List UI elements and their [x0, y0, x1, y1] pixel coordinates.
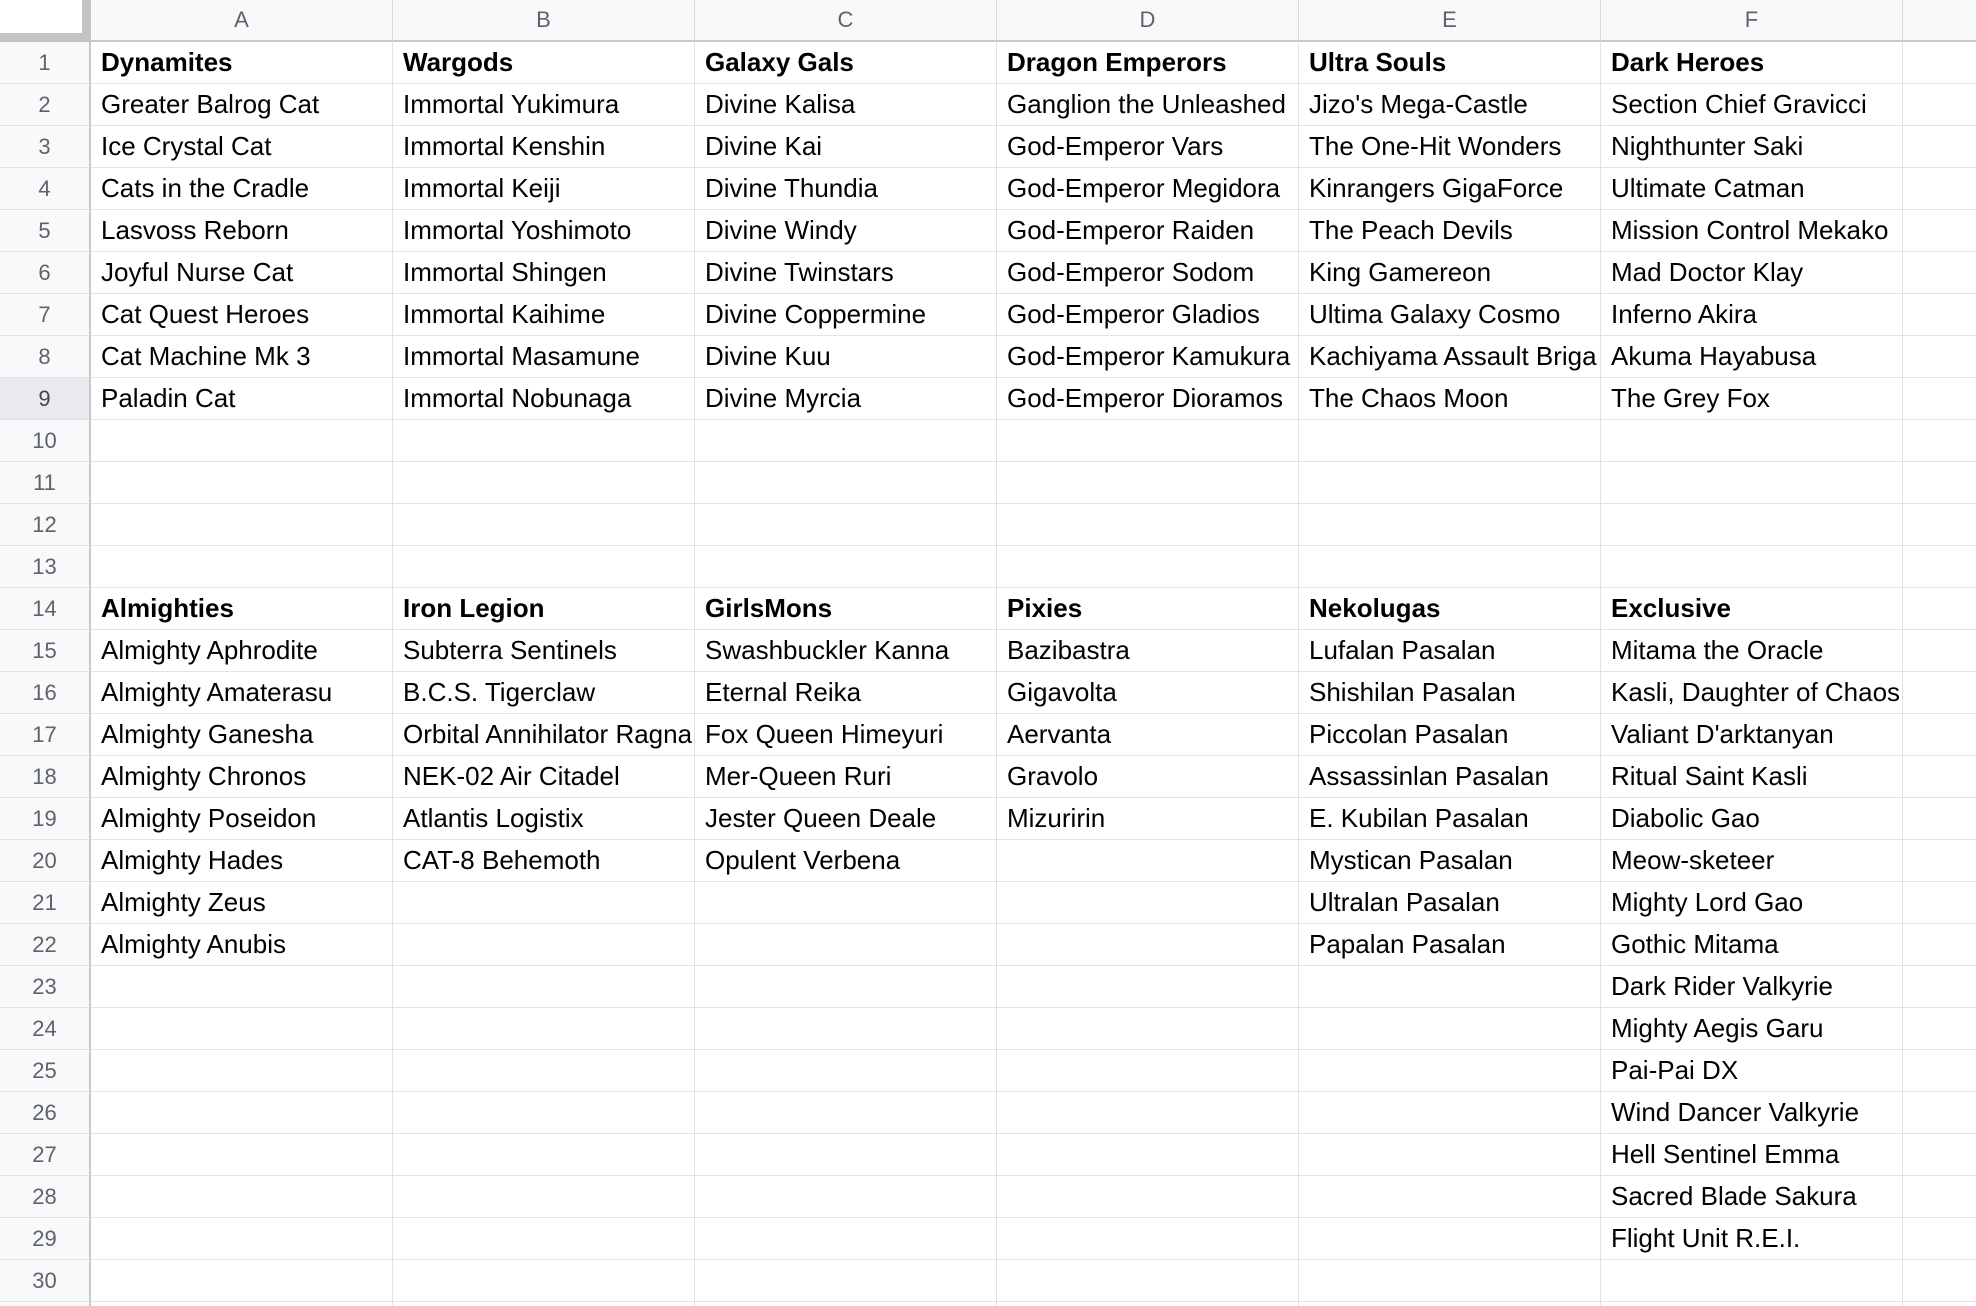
cell-B4[interactable]: Immortal Keiji [393, 168, 695, 209]
cell-C17[interactable]: Fox Queen Himeyuri [695, 714, 997, 755]
cell-C19[interactable]: Jester Queen Deale [695, 798, 997, 839]
row-header-10[interactable]: 10 [0, 420, 91, 462]
cell-E2[interactable]: Jizo's Mega-Castle [1299, 84, 1601, 125]
table-row-3 [91, 126, 1976, 168]
cell-A17[interactable]: Almighty Ganesha [91, 714, 393, 755]
cell-F25[interactable]: Pai-Pai DX [1601, 1050, 1903, 1091]
cell-E5[interactable]: The Peach Devils [1299, 210, 1601, 251]
cell-A20[interactable]: Almighty Hades [91, 840, 393, 881]
cell-A13[interactable] [91, 546, 393, 587]
row-header-8[interactable]: 8 [0, 336, 91, 378]
cell-D14[interactable]: Pixies [997, 588, 1299, 629]
cell-D31[interactable] [997, 1302, 1299, 1306]
cell-F16[interactable]: Kasli, Daughter of Chaos [1601, 672, 1903, 713]
cell-F31[interactable] [1601, 1302, 1903, 1306]
cell-F1[interactable]: Dark Heroes [1601, 42, 1903, 83]
row-header-7[interactable]: 7 [0, 294, 91, 336]
column-header-E[interactable]: E [1299, 0, 1601, 42]
cell-A1[interactable]: Dynamites [91, 42, 393, 83]
cell-G17[interactable] [1903, 714, 1976, 755]
cell-F6[interactable]: Mad Doctor Klay [1601, 252, 1903, 293]
row-header-28[interactable]: 28 [0, 1176, 91, 1218]
row-header-27[interactable]: 27 [0, 1134, 91, 1176]
cell-B17[interactable]: Orbital Annihilator Ragna [393, 714, 695, 755]
cell-E29[interactable] [1299, 1218, 1601, 1259]
cell-B7[interactable]: Immortal Kaihime [393, 294, 695, 335]
cell-A14[interactable]: Almighties [91, 588, 393, 629]
table-row-7 [91, 294, 1976, 336]
cell-E25[interactable] [1299, 1050, 1601, 1091]
cell-B29[interactable] [393, 1218, 695, 1259]
cell-G25[interactable] [1903, 1050, 1976, 1091]
cell-D3[interactable]: God-Emperor Vars [997, 126, 1299, 167]
cell-A19[interactable]: Almighty Poseidon [91, 798, 393, 839]
table-row-14 [91, 588, 1976, 630]
cell-C4[interactable]: Divine Thundia [695, 168, 997, 209]
cell-A11[interactable] [91, 462, 393, 503]
cell-D1[interactable]: Dragon Emperors [997, 42, 1299, 83]
cell-A29[interactable] [91, 1218, 393, 1259]
row-header-26[interactable]: 26 [0, 1092, 91, 1134]
cell-A8[interactable]: Cat Machine Mk 3 [91, 336, 393, 377]
cell-D4[interactable]: God-Emperor Megidora [997, 168, 1299, 209]
cell-G12[interactable] [1903, 504, 1976, 545]
cell-B3[interactable]: Immortal Kenshin [393, 126, 695, 167]
cell-B24[interactable] [393, 1008, 695, 1049]
cell-D29[interactable] [997, 1218, 1299, 1259]
cell-E20[interactable]: Mystican Pasalan [1299, 840, 1601, 881]
cell-E22[interactable]: Papalan Pasalan [1299, 924, 1601, 965]
column-header-B[interactable]: B [393, 0, 695, 42]
table-row-25 [91, 1050, 1976, 1092]
cell-F8[interactable]: Akuma Hayabusa [1601, 336, 1903, 377]
cell-F17[interactable]: Valiant D'arktanyan [1601, 714, 1903, 755]
table-row-13 [91, 546, 1976, 588]
cell-D22[interactable] [997, 924, 1299, 965]
cell-F10[interactable] [1601, 420, 1903, 461]
cell-C12[interactable] [695, 504, 997, 545]
table-row-26 [91, 1092, 1976, 1134]
cell-A21[interactable]: Almighty Zeus [91, 882, 393, 923]
cell-A26[interactable] [91, 1092, 393, 1133]
row-header-21[interactable]: 21 [0, 882, 91, 924]
cell-B2[interactable]: Immortal Yukimura [393, 84, 695, 125]
cell-C31[interactable] [695, 1302, 997, 1306]
cell-E13[interactable] [1299, 546, 1601, 587]
cell-D15[interactable]: Bazibastra [997, 630, 1299, 671]
cell-A2[interactable]: Greater Balrog Cat [91, 84, 393, 125]
cell-E1[interactable]: Ultra Souls [1299, 42, 1601, 83]
cell-F27[interactable]: Hell Sentinel Emma [1601, 1134, 1903, 1175]
cell-E6[interactable]: King Gamereon [1299, 252, 1601, 293]
row-header-11[interactable]: 11 [0, 462, 91, 504]
cell-A7[interactable]: Cat Quest Heroes [91, 294, 393, 335]
row-header-5[interactable]: 5 [0, 210, 91, 252]
cell-D27[interactable] [997, 1134, 1299, 1175]
row-header-13[interactable]: 13 [0, 546, 91, 588]
cell-B18[interactable]: NEK-02 Air Citadel [393, 756, 695, 797]
row-header-6[interactable]: 6 [0, 252, 91, 294]
cell-D19[interactable]: Mizuririn [997, 798, 1299, 839]
cell-A18[interactable]: Almighty Chronos [91, 756, 393, 797]
row-header-16[interactable]: 16 [0, 672, 91, 714]
row-header-24[interactable]: 24 [0, 1008, 91, 1050]
cell-D21[interactable] [997, 882, 1299, 923]
cell-E11[interactable] [1299, 462, 1601, 503]
cell-C10[interactable] [695, 420, 997, 461]
cell-D26[interactable] [997, 1092, 1299, 1133]
cell-F9[interactable]: The Grey Fox [1601, 378, 1903, 419]
cell-E17[interactable]: Piccolan Pasalan [1299, 714, 1601, 755]
cell-C30[interactable] [695, 1260, 997, 1301]
row-header-20[interactable]: 20 [0, 840, 91, 882]
cell-E27[interactable] [1299, 1134, 1601, 1175]
table-row-16 [91, 672, 1976, 714]
cell-E21[interactable]: Ultralan Pasalan [1299, 882, 1601, 923]
cell-C15[interactable]: Swashbuckler Kanna [695, 630, 997, 671]
cell-B10[interactable] [393, 420, 695, 461]
cell-F3[interactable]: Nighthunter Saki [1601, 126, 1903, 167]
cell-G23[interactable] [1903, 966, 1976, 1007]
cell-A16[interactable]: Almighty Amaterasu [91, 672, 393, 713]
cell-B16[interactable]: B.C.S. Tigerclaw [393, 672, 695, 713]
cell-B27[interactable] [393, 1134, 695, 1175]
cell-G1[interactable] [1903, 42, 1976, 83]
cell-E19[interactable]: E. Kubilan Pasalan [1299, 798, 1601, 839]
cell-C22[interactable] [695, 924, 997, 965]
cell-F13[interactable] [1601, 546, 1903, 587]
cell-C18[interactable]: Mer-Queen Ruri [695, 756, 997, 797]
table-row-4 [91, 168, 1976, 210]
cell-B26[interactable] [393, 1092, 695, 1133]
cell-A9[interactable]: Paladin Cat [91, 378, 393, 419]
cell-G26[interactable] [1903, 1092, 1976, 1133]
cell-B28[interactable] [393, 1176, 695, 1217]
cell-A6[interactable]: Joyful Nurse Cat [91, 252, 393, 293]
cell-E16[interactable]: Shishilan Pasalan [1299, 672, 1601, 713]
cell-E3[interactable]: The One-Hit Wonders [1299, 126, 1601, 167]
cell-D2[interactable]: Ganglion the Unleashed [997, 84, 1299, 125]
cell-C21[interactable] [695, 882, 997, 923]
cell-A28[interactable] [91, 1176, 393, 1217]
cell-A23[interactable] [91, 966, 393, 1007]
cell-A10[interactable] [91, 420, 393, 461]
cell-G30[interactable] [1903, 1260, 1976, 1301]
cell-A24[interactable] [91, 1008, 393, 1049]
cell-F15[interactable]: Mitama the Oracle [1601, 630, 1903, 671]
row-header-14[interactable]: 14 [0, 588, 91, 630]
cell-C6[interactable]: Divine Twinstars [695, 252, 997, 293]
row-header-1[interactable]: 1 [0, 42, 91, 84]
cell-G18[interactable] [1903, 756, 1976, 797]
cell-E31[interactable] [1299, 1302, 1601, 1306]
cell-D23[interactable] [997, 966, 1299, 1007]
cell-C5[interactable]: Divine Windy [695, 210, 997, 251]
table-row-12 [91, 504, 1976, 546]
cell-G13[interactable] [1903, 546, 1976, 587]
row-header-22[interactable]: 22 [0, 924, 91, 966]
cell-F28[interactable]: Sacred Blade Sakura [1601, 1176, 1903, 1217]
cell-G19[interactable] [1903, 798, 1976, 839]
table-row-6 [91, 252, 1976, 294]
cell-E14[interactable]: Nekolugas [1299, 588, 1601, 629]
cell-F30[interactable] [1601, 1260, 1903, 1301]
cell-B12[interactable] [393, 504, 695, 545]
cell-F7[interactable]: Inferno Akira [1601, 294, 1903, 335]
cell-C23[interactable] [695, 966, 997, 1007]
cell-E28[interactable] [1299, 1176, 1601, 1217]
cell-E30[interactable] [1299, 1260, 1601, 1301]
cell-D5[interactable]: God-Emperor Raiden [997, 210, 1299, 251]
cell-B5[interactable]: Immortal Yoshimoto [393, 210, 695, 251]
cell-B1[interactable]: Wargods [393, 42, 695, 83]
row-header-19[interactable]: 19 [0, 798, 91, 840]
column-header-A[interactable]: A [91, 0, 393, 42]
cell-D18[interactable]: Gravolo [997, 756, 1299, 797]
table-row-15 [91, 630, 1976, 672]
cell-E15[interactable]: Lufalan Pasalan [1299, 630, 1601, 671]
table-row-9 [91, 378, 1976, 420]
table-row-28 [91, 1176, 1976, 1218]
cell-G15[interactable] [1903, 630, 1976, 671]
cell-E12[interactable] [1299, 504, 1601, 545]
cell-B19[interactable]: Atlantis Logistix [393, 798, 695, 839]
cell-C25[interactable] [695, 1050, 997, 1091]
cell-F12[interactable] [1601, 504, 1903, 545]
cell-D7[interactable]: God-Emperor Gladios [997, 294, 1299, 335]
table-row-5 [91, 210, 1976, 252]
row-header-12[interactable]: 12 [0, 504, 91, 546]
table-row-29 [91, 1218, 1976, 1260]
cell-A31[interactable] [91, 1302, 393, 1306]
cell-G5[interactable] [1903, 210, 1976, 251]
cell-G3[interactable] [1903, 126, 1976, 167]
cell-F20[interactable]: Meow-sketeer [1601, 840, 1903, 881]
cell-C26[interactable] [695, 1092, 997, 1133]
cell-G31[interactable] [1903, 1302, 1976, 1306]
cell-C16[interactable]: Eternal Reika [695, 672, 997, 713]
cell-A4[interactable]: Cats in the Cradle [91, 168, 393, 209]
cell-F23[interactable]: Dark Rider Valkyrie [1601, 966, 1903, 1007]
row-header-9[interactable]: 9 [0, 378, 91, 420]
cell-C20[interactable]: Opulent Verbena [695, 840, 997, 881]
cell-C2[interactable]: Divine Kalisa [695, 84, 997, 125]
select-all-corner[interactable] [0, 0, 91, 42]
table-row-2 [91, 84, 1976, 126]
cell-B8[interactable]: Immortal Masamune [393, 336, 695, 377]
cell-F11[interactable] [1601, 462, 1903, 503]
row-header-23[interactable]: 23 [0, 966, 91, 1008]
table-row-23 [91, 966, 1976, 1008]
table-row-8 [91, 336, 1976, 378]
table-row-10 [91, 420, 1976, 462]
cell-F18[interactable]: Ritual Saint Kasli [1601, 756, 1903, 797]
cell-B13[interactable] [393, 546, 695, 587]
table-row-17 [91, 714, 1976, 756]
cell-A25[interactable] [91, 1050, 393, 1091]
cell-F19[interactable]: Diabolic Gao [1601, 798, 1903, 839]
column-header-strip [91, 0, 1976, 42]
cell-G10[interactable] [1903, 420, 1976, 461]
column-header-D[interactable]: D [997, 0, 1299, 42]
cell-B23[interactable] [393, 966, 695, 1007]
cell-B9[interactable]: Immortal Nobunaga [393, 378, 695, 419]
table-row-30 [91, 1260, 1976, 1302]
cell-G21[interactable] [1903, 882, 1976, 923]
cell-E9[interactable]: The Chaos Moon [1299, 378, 1601, 419]
table-row-22 [91, 924, 1976, 966]
cell-E8[interactable]: Kachiyama Assault Briga [1299, 336, 1601, 377]
cell-C14[interactable]: GirlsMons [695, 588, 997, 629]
cell-E7[interactable]: Ultima Galaxy Cosmo [1299, 294, 1601, 335]
cell-D8[interactable]: God-Emperor Kamukura [997, 336, 1299, 377]
cell-grid [91, 42, 1976, 1306]
cell-G24[interactable] [1903, 1008, 1976, 1049]
cell-B22[interactable] [393, 924, 695, 965]
column-header-C[interactable]: C [695, 0, 997, 42]
cell-F21[interactable]: Mighty Lord Gao [1601, 882, 1903, 923]
table-row-21 [91, 882, 1976, 924]
row-header-15[interactable]: 15 [0, 630, 91, 672]
table-row-1 [91, 42, 1976, 84]
cell-G16[interactable] [1903, 672, 1976, 713]
cell-B25[interactable] [393, 1050, 695, 1091]
cell-D11[interactable] [997, 462, 1299, 503]
cell-B6[interactable]: Immortal Shingen [393, 252, 695, 293]
cell-D16[interactable]: Gigavolta [997, 672, 1299, 713]
cell-C1[interactable]: Galaxy Gals [695, 42, 997, 83]
cell-F24[interactable]: Mighty Aegis Garu [1601, 1008, 1903, 1049]
cell-A12[interactable] [91, 504, 393, 545]
table-row-24 [91, 1008, 1976, 1050]
cell-D17[interactable]: Aervanta [997, 714, 1299, 755]
cell-C27[interactable] [695, 1134, 997, 1175]
cell-D24[interactable] [997, 1008, 1299, 1049]
cell-A27[interactable] [91, 1134, 393, 1175]
cell-B15[interactable]: Subterra Sentinels [393, 630, 695, 671]
cell-C11[interactable] [695, 462, 997, 503]
cell-G7[interactable] [1903, 294, 1976, 335]
cell-B31[interactable] [393, 1302, 695, 1306]
cell-G9[interactable] [1903, 378, 1976, 419]
cell-A15[interactable]: Almighty Aphrodite [91, 630, 393, 671]
cell-G28[interactable] [1903, 1176, 1976, 1217]
cell-G8[interactable] [1903, 336, 1976, 377]
cell-G14[interactable] [1903, 588, 1976, 629]
row-header-gutter [0, 42, 91, 1306]
cell-D20[interactable] [997, 840, 1299, 881]
column-header-G-partial[interactable] [1903, 0, 1976, 42]
row-header-29[interactable]: 29 [0, 1218, 91, 1260]
cell-C13[interactable] [695, 546, 997, 587]
row-header-4[interactable]: 4 [0, 168, 91, 210]
cell-D6[interactable]: God-Emperor Sodom [997, 252, 1299, 293]
cell-C29[interactable] [695, 1218, 997, 1259]
cell-D25[interactable] [997, 1050, 1299, 1091]
cell-D30[interactable] [997, 1260, 1299, 1301]
cell-G20[interactable] [1903, 840, 1976, 881]
table-row-31 [91, 1302, 1976, 1306]
cell-B11[interactable] [393, 462, 695, 503]
cell-E24[interactable] [1299, 1008, 1601, 1049]
cell-G6[interactable] [1903, 252, 1976, 293]
cell-D28[interactable] [997, 1176, 1299, 1217]
cell-B30[interactable] [393, 1260, 695, 1301]
cell-A3[interactable]: Ice Crystal Cat [91, 126, 393, 167]
cell-E18[interactable]: Assassinlan Pasalan [1299, 756, 1601, 797]
row-header-30[interactable]: 30 [0, 1260, 91, 1302]
cell-G4[interactable] [1903, 168, 1976, 209]
cell-E10[interactable] [1299, 420, 1601, 461]
column-header-F[interactable]: F [1601, 0, 1903, 42]
cell-E26[interactable] [1299, 1092, 1601, 1133]
cell-F26[interactable]: Wind Dancer Valkyrie [1601, 1092, 1903, 1133]
cell-D9[interactable]: God-Emperor Dioramos [997, 378, 1299, 419]
row-header-3[interactable]: 3 [0, 126, 91, 168]
cell-B21[interactable] [393, 882, 695, 923]
cell-B14[interactable]: Iron Legion [393, 588, 695, 629]
table-row-11 [91, 462, 1976, 504]
table-row-27 [91, 1134, 1976, 1176]
cell-E4[interactable]: Kinrangers GigaForce [1299, 168, 1601, 209]
cell-G22[interactable] [1903, 924, 1976, 965]
table-row-20 [91, 840, 1976, 882]
cell-F5[interactable]: Mission Control Mekako [1601, 210, 1903, 251]
cell-B20[interactable]: CAT-8 Behemoth [393, 840, 695, 881]
cell-F14[interactable]: Exclusive [1601, 588, 1903, 629]
cell-G2[interactable] [1903, 84, 1976, 125]
row-header-18[interactable]: 18 [0, 756, 91, 798]
cell-C24[interactable] [695, 1008, 997, 1049]
cell-C28[interactable] [695, 1176, 997, 1217]
cell-C8[interactable]: Divine Kuu [695, 336, 997, 377]
cell-A30[interactable] [91, 1260, 393, 1301]
table-row-19 [91, 798, 1976, 840]
cell-G27[interactable] [1903, 1134, 1976, 1175]
cell-F29[interactable]: Flight Unit R.E.I. [1601, 1218, 1903, 1259]
cell-F22[interactable]: Gothic Mitama [1601, 924, 1903, 965]
cell-E23[interactable] [1299, 966, 1601, 1007]
cell-A22[interactable]: Almighty Anubis [91, 924, 393, 965]
cell-F2[interactable]: Section Chief Gravicci [1601, 84, 1903, 125]
cell-F4[interactable]: Ultimate Catman [1601, 168, 1903, 209]
cell-C3[interactable]: Divine Kai [695, 126, 997, 167]
row-header-17[interactable]: 17 [0, 714, 91, 756]
table-row-18 [91, 756, 1976, 798]
cell-D10[interactable] [997, 420, 1299, 461]
cell-C7[interactable]: Divine Coppermine [695, 294, 997, 335]
row-header-31[interactable] [0, 1302, 91, 1306]
cell-C9[interactable]: Divine Myrcia [695, 378, 997, 419]
cell-G29[interactable] [1903, 1218, 1976, 1259]
row-header-2[interactable]: 2 [0, 84, 91, 126]
cell-A5[interactable]: Lasvoss Reborn [91, 210, 393, 251]
row-header-25[interactable]: 25 [0, 1050, 91, 1092]
cell-D12[interactable] [997, 504, 1299, 545]
cell-G11[interactable] [1903, 462, 1976, 503]
cell-D13[interactable] [997, 546, 1299, 587]
